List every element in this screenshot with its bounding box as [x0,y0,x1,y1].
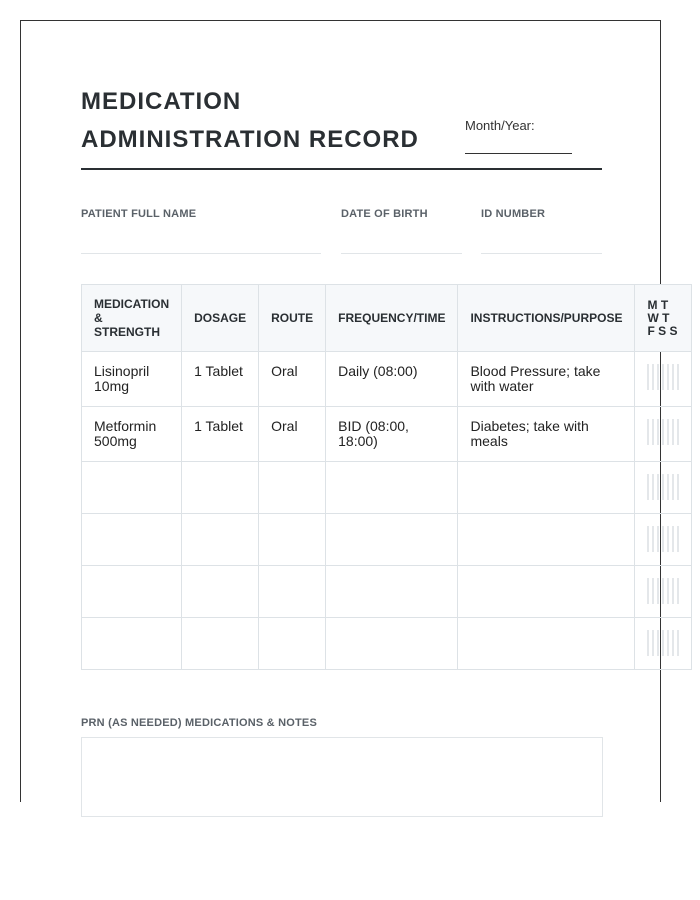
prn-notes-box[interactable] [81,737,603,817]
header-route: ROUTE [259,285,326,352]
cell-day-checkboxes[interactable] [635,514,692,566]
header-dosage: DOSAGE [182,285,259,352]
dob-label: DATE OF BIRTH [341,208,428,220]
cell-route: Oral [259,407,326,462]
cell-medication[interactable] [82,462,182,514]
title-line-2: ADMINISTRATION RECORD [81,126,419,153]
table-row [82,407,692,462]
cell-dosage[interactable] [182,514,259,566]
id-number-label: ID NUMBER [481,208,546,220]
title-divider [81,168,602,170]
month-year-field[interactable] [465,153,572,154]
cell-instructions[interactable] [458,514,635,566]
header-instructions: INSTRUCTIONS/PURPOSE [458,285,635,352]
mar-document [20,20,678,802]
cell-dosage[interactable] [182,566,259,618]
cell-medication: Metformin 500mg [82,407,182,462]
cell-instructions: Blood Pressure; take with water [458,352,635,407]
cell-route[interactable] [259,566,326,618]
medication-table [81,284,692,670]
cell-day-checkboxes[interactable] [635,407,692,462]
cell-frequency[interactable] [326,514,458,566]
cell-dosage: 1 Tablet [182,352,259,407]
cell-day-checkboxes[interactable] [635,566,692,618]
title-line-1: MEDICATION [81,88,242,115]
cell-dosage: 1 Tablet [182,407,259,462]
header-frequency: FREQUENCY/TIME [326,285,458,352]
page-title [81,83,419,159]
cell-medication[interactable] [82,514,182,566]
cell-route[interactable] [259,462,326,514]
cell-instructions[interactable] [458,462,635,514]
dob-field[interactable] [341,253,462,254]
cell-frequency[interactable] [326,618,458,670]
cell-medication[interactable] [82,618,182,670]
cell-route: Oral [259,352,326,407]
cell-frequency: Daily (08:00) [326,352,458,407]
cell-medication[interactable] [82,566,182,618]
table-row-empty [82,618,692,670]
cell-instructions[interactable] [458,618,635,670]
table-header-row [82,285,692,352]
cell-medication: Lisinopril 10mg [82,352,182,407]
cell-frequency[interactable] [326,462,458,514]
id-number-field[interactable] [481,253,602,254]
header-days: M T W T F S S [635,285,692,352]
cell-day-checkboxes[interactable] [635,462,692,514]
table-row-empty [82,566,692,618]
table-row-empty [82,514,692,566]
cell-day-checkboxes[interactable] [635,618,692,670]
patient-name-label: PATIENT FULL NAME [81,208,197,220]
patient-name-field[interactable] [81,253,321,254]
cell-route[interactable] [259,514,326,566]
cell-frequency: BID (08:00, 18:00) [326,407,458,462]
cell-route[interactable] [259,618,326,670]
header-medication: MEDICATION & STRENGTH [82,285,182,352]
table-row-empty [82,462,692,514]
cell-frequency[interactable] [326,566,458,618]
prn-notes-label: PRN (AS NEEDED) MEDICATIONS & NOTES [81,717,317,729]
cell-dosage[interactable] [182,462,259,514]
cell-instructions: Diabetes; take with meals [458,407,635,462]
cell-day-checkboxes[interactable] [635,352,692,407]
cell-dosage[interactable] [182,618,259,670]
table-row [82,352,692,407]
month-year-label: Month/Year: [465,118,535,133]
cell-instructions[interactable] [458,566,635,618]
